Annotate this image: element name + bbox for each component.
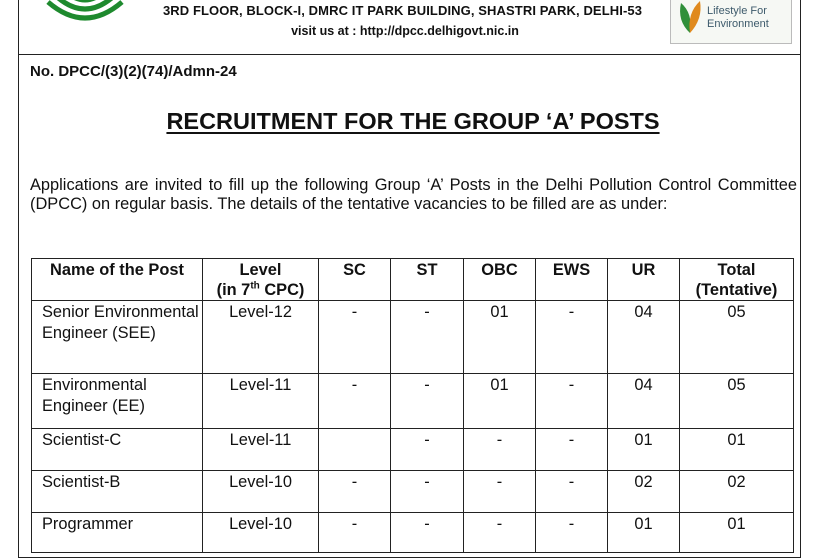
col-header-name: Name of the Post	[32, 259, 203, 301]
total-count: 02	[680, 471, 794, 513]
ur-count: 01	[608, 429, 680, 471]
visit-prefix: visit us at :	[291, 24, 360, 38]
col-header-obc: OBC	[464, 259, 536, 301]
vacancy-table	[31, 258, 794, 553]
header-website	[200, 24, 610, 38]
total-count: 01	[680, 513, 794, 553]
table-header-row	[32, 259, 794, 301]
ur-count: 02	[608, 471, 680, 513]
ur-count: 04	[608, 374, 680, 429]
obc-count: -	[464, 429, 536, 471]
col-header-sc: SC	[319, 259, 391, 301]
ews-count: -	[536, 513, 608, 553]
obc-count: 01	[464, 374, 536, 429]
page-title: RECRUITMENT FOR THE GROUP ‘A’ POSTS	[166, 108, 660, 134]
table-row	[32, 471, 794, 513]
leaf-logo-icon	[673, 0, 707, 35]
total-count: 01	[680, 429, 794, 471]
post-name: Scientist-C	[32, 429, 203, 471]
col-header-ur: UR	[608, 259, 680, 301]
ews-count: -	[536, 471, 608, 513]
ews-count: -	[536, 374, 608, 429]
post-name: Scientist-B	[32, 471, 203, 513]
post-level: Level-10	[203, 513, 319, 553]
sc-count: -	[319, 374, 391, 429]
ews-count: -	[536, 301, 608, 374]
total-count: 05	[680, 374, 794, 429]
obc-count: 01	[464, 301, 536, 374]
table-row	[32, 513, 794, 553]
st-count: -	[391, 374, 464, 429]
ur-count: 04	[608, 301, 680, 374]
reference-number: No. DPCC/(3)(2)(74)/Admn-24	[30, 63, 237, 80]
website-link[interactable]: http://dpcc.delhigovt.nic.in	[359, 24, 519, 38]
obc-count: -	[464, 471, 536, 513]
sc-count: -	[319, 471, 391, 513]
table-row	[32, 429, 794, 471]
intro-paragraph: Applications are invited to fill up the following Group ‘A’ Posts in the Delhi Pollution Control Committee (DPCC) on regular basis. The details of the tentative vacancies to be filled are as under:	[30, 176, 797, 213]
sc-count: -	[319, 301, 391, 374]
sc-count	[319, 429, 391, 471]
post-name: Senior Environmental Engineer (SEE)	[32, 301, 203, 374]
col-header-total: Total (Tentative)	[680, 259, 794, 301]
st-count: -	[391, 301, 464, 374]
st-count: -	[391, 513, 464, 553]
post-level: Level-11	[203, 374, 319, 429]
post-name: Programmer	[32, 513, 203, 553]
header-address: 3RD FLOOR, BLOCK-I, DMRC IT PARK BUILDING, SHASTRI PARK, DELHI-53	[162, 3, 643, 18]
post-level: Level-11	[203, 429, 319, 471]
total-count: 05	[680, 301, 794, 374]
ews-count: -	[536, 429, 608, 471]
obc-count: -	[464, 513, 536, 553]
post-level: Level-12	[203, 301, 319, 374]
table-row	[32, 374, 794, 429]
st-count: -	[391, 429, 464, 471]
st-count: -	[391, 471, 464, 513]
dpcc-logo-icon	[40, 0, 130, 38]
post-name: Environmental Engineer (EE)	[32, 374, 203, 429]
col-header-st: ST	[391, 259, 464, 301]
header-divider	[18, 54, 801, 55]
sc-count: -	[319, 513, 391, 553]
lifestyle-logo-text: Lifestyle For Environment	[707, 5, 769, 30]
col-header-ews: EWS	[536, 259, 608, 301]
lifestyle-logo	[670, 0, 792, 44]
table-row	[32, 301, 794, 374]
ur-count: 01	[608, 513, 680, 553]
post-level: Level-10	[203, 471, 319, 513]
col-header-level: Level (in 7th CPC)	[203, 259, 319, 301]
